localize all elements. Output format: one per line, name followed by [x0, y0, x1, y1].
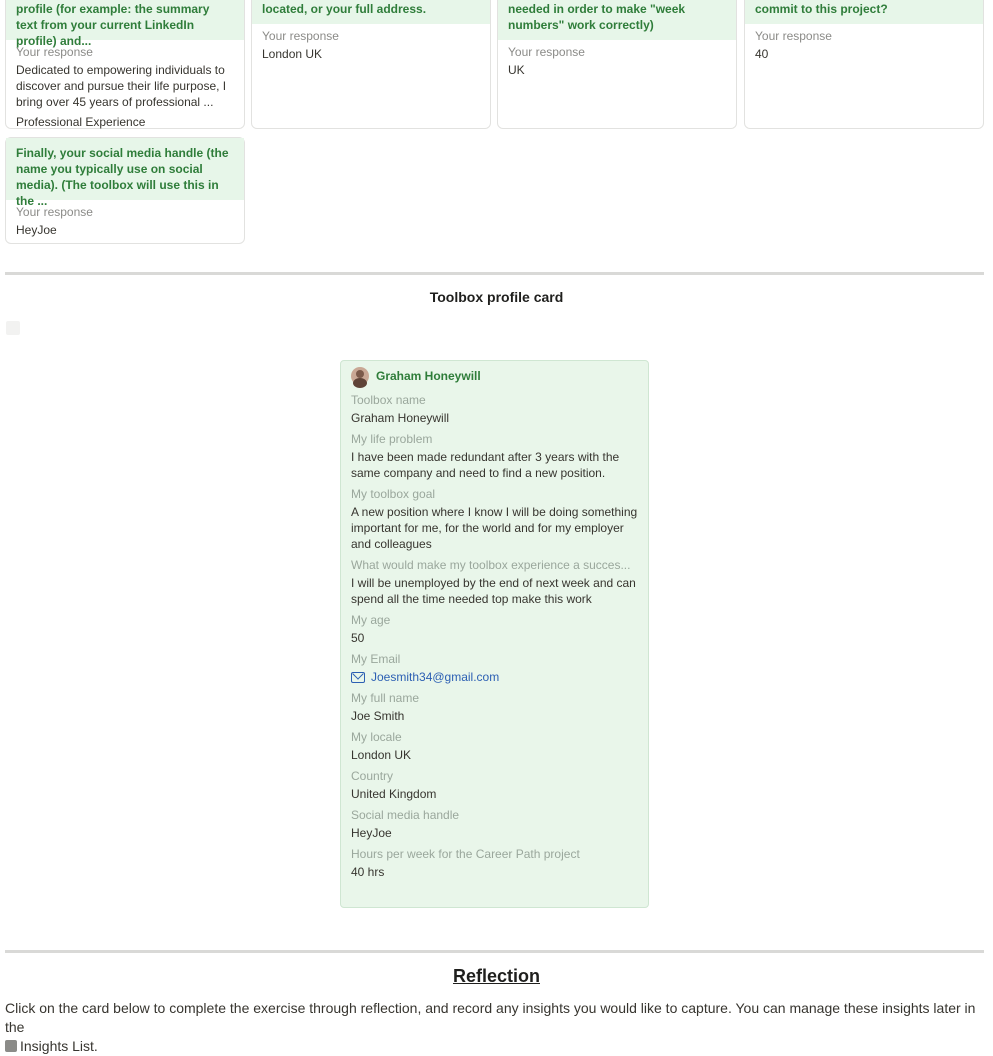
insights-icon — [5, 1040, 17, 1052]
field-label: Social media handle — [351, 808, 460, 822]
field-label: My age — [351, 613, 391, 627]
question-header: Finally, your social media handle (the name you typically use on social media). (The toolbox will use this in the ... — [6, 138, 244, 200]
reflection-instructions — [5, 999, 985, 1056]
response-label: Your response — [262, 29, 339, 43]
section-divider — [5, 950, 984, 953]
profile-card-header — [351, 368, 638, 384]
question-header: needed in order to make "week numbers" work correctly) — [498, 0, 736, 40]
profile-name: Graham Honeywill — [376, 369, 481, 383]
question-card-summary[interactable] — [5, 0, 245, 129]
reflection-text: Click on the card below to complete the exercise through reflection, and record any insights you would like to capture. You can manage these insights later in the — [5, 1000, 976, 1035]
question-header: located, or your full address. — [252, 0, 490, 24]
question-card-social-handle[interactable] — [5, 137, 245, 244]
field-value: 50 — [351, 631, 365, 645]
field-label: My life problem — [351, 432, 433, 446]
field-label: What would make my toolbox experience a succes... — [351, 558, 631, 572]
profile-field — [351, 807, 638, 841]
response-text: UK — [508, 63, 525, 77]
profile-field — [351, 651, 638, 685]
field-label: My full name — [351, 691, 420, 705]
email-text[interactable]: Joesmith34@gmail.com — [371, 670, 500, 684]
field-label: Country — [351, 769, 394, 783]
response-text: 40 — [755, 47, 769, 61]
profile-field — [351, 612, 638, 646]
field-value: Joe Smith — [351, 709, 405, 723]
profile-field — [351, 729, 638, 763]
section-divider — [5, 272, 984, 275]
field-label: My locale — [351, 730, 402, 744]
field-value: I have been made redundant after 3 years with the same company and need to find a new position. — [351, 450, 620, 480]
response-label: Your response — [16, 205, 93, 219]
response-text: HeyJoe — [16, 223, 57, 237]
profile-field — [351, 392, 638, 426]
question-header: commit to this project? — [745, 0, 983, 24]
response-label: Your response — [508, 45, 585, 59]
insights-link[interactable]: Insights List. — [20, 1038, 98, 1054]
profile-field — [351, 557, 638, 607]
question-card-country[interactable] — [497, 0, 737, 129]
response-label: Your response — [16, 45, 93, 59]
profile-field — [351, 768, 638, 802]
question-card-location[interactable] — [251, 0, 491, 129]
profile-field — [351, 431, 638, 481]
profile-section-title: Toolbox profile card — [429, 289, 564, 305]
question-header: profile (for example: the summary text from your current LinkedIn profile) and... — [6, 0, 244, 40]
field-value: I will be unemployed by the end of next week and can spend all the time needed top make this work — [351, 576, 636, 606]
field-value: 40 hrs — [351, 865, 385, 879]
field-label: My toolbox goal — [351, 487, 436, 501]
toolbox-profile-card[interactable] — [340, 360, 649, 908]
field-label: My Email — [351, 652, 401, 666]
field-value: London UK — [351, 748, 412, 762]
field-value: A new position where I know I will be doing something important for me, for the world and for my employer and colleagues — [351, 505, 638, 551]
field-value: Graham Honeywill — [351, 411, 450, 425]
field-label: Hours per week for the Career Path project — [351, 847, 580, 861]
response-text-cut: Professional Experience — [16, 115, 146, 129]
field-label: Toolbox name — [351, 393, 426, 407]
profile-field — [351, 690, 638, 724]
response-label: Your response — [755, 29, 832, 43]
field-value: HeyJoe — [351, 826, 392, 840]
response-text: Dedicated to empowering individuals to discover and pursue their life purpose, I bring over 45 years of professional ... — [16, 63, 227, 109]
response-text: London UK — [262, 47, 323, 61]
person-photo-icon — [351, 367, 369, 385]
email-link[interactable] — [351, 669, 638, 685]
reflection-title: Reflection — [452, 966, 540, 986]
field-value: United Kingdom — [351, 787, 437, 801]
mail-icon — [351, 672, 365, 683]
profile-field — [351, 846, 638, 880]
profile-field — [351, 486, 638, 552]
block-handle-icon[interactable] — [6, 321, 20, 335]
question-card-hours[interactable] — [744, 0, 984, 129]
